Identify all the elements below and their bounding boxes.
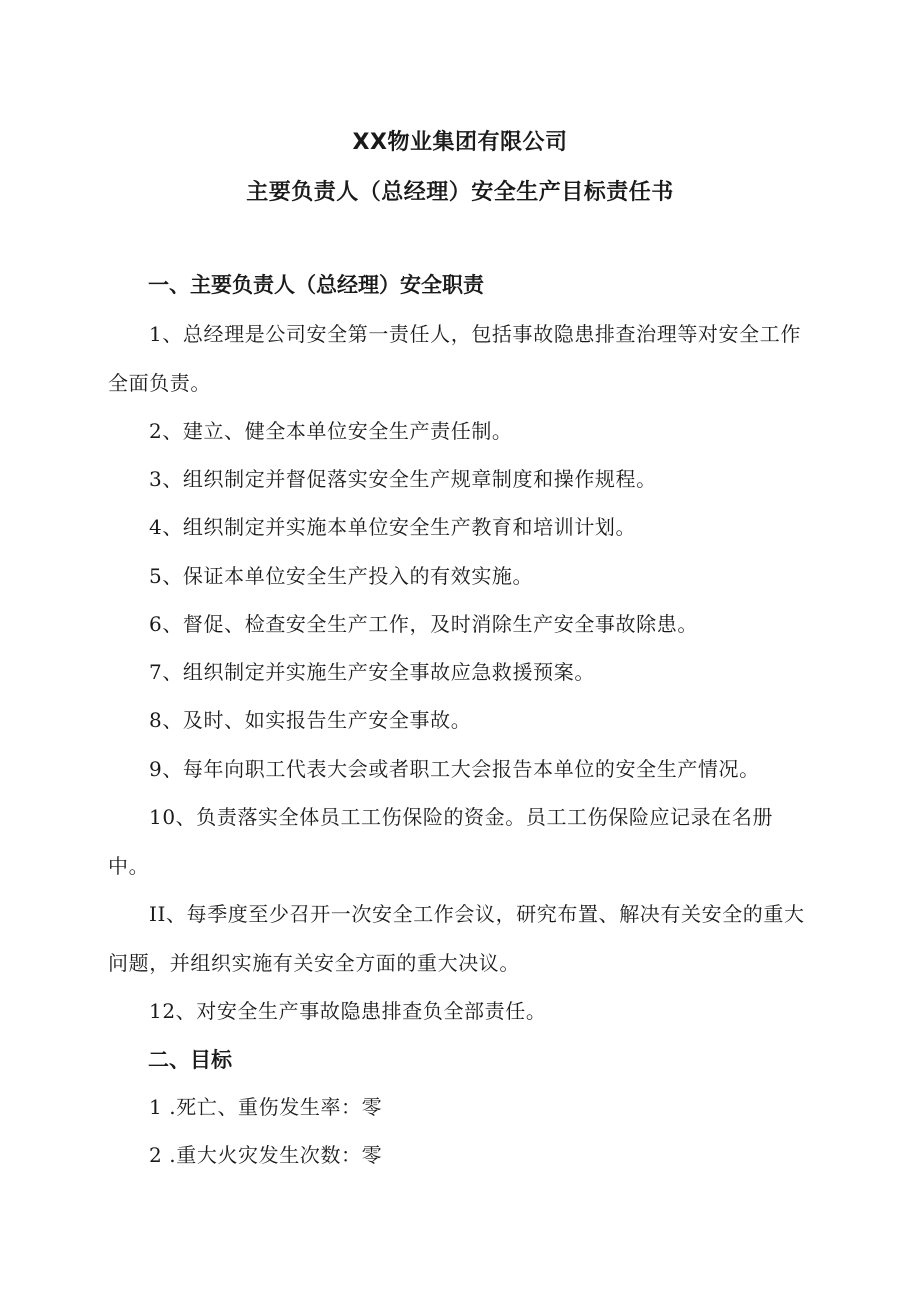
duty-item-9: 9、每年向职工代表大会或者职工大会报告本单位的安全生产情况。 bbox=[149, 757, 760, 781]
duty-item-6: 6、督促、检查安全生产工作，及时消除生产安全事故除患。 bbox=[149, 612, 698, 636]
duty-item-12: 12、对安全生产事故隐患排查负全部责任。 bbox=[149, 999, 547, 1023]
duty-item-8: 8、及时、如实报告生产安全事故。 bbox=[149, 708, 472, 732]
duty-item-4: 4、组织制定并实施本单位安全生产教育和培训计划。 bbox=[149, 515, 637, 539]
duty-item-10: 10、负责落实全体员工工伤保险的资金。员工工伤保险应记录在名册中。 bbox=[108, 805, 774, 878]
document-title: 主要负责人（总经理）安全生产目标责任书 bbox=[246, 180, 674, 205]
section-heading-duties: 一、主要负责人（总经理）安全职责 bbox=[148, 273, 484, 297]
duty-item-7: 7、组织制定并实施生产安全事故应急救援预案。 bbox=[149, 660, 595, 684]
section-heading-targets: 二、目标 bbox=[148, 1048, 232, 1072]
duty-item-2: 2、建立、健全本单位安全生产责任制。 bbox=[149, 419, 513, 443]
duty-item-11: II、每季度至少召开一次安全工作会议，研究布置、解决有关安全的重大问题，并组织实施有关安全方面的重大决议。 bbox=[108, 902, 805, 975]
target-item-2: 2 .重大火灾发生次数：零 bbox=[149, 1143, 383, 1167]
duty-item-3: 3、组织制定并督促落实安全生产规章制度和操作规程。 bbox=[149, 467, 657, 491]
duty-item-5: 5、保证本单位安全生产投入的有效实施。 bbox=[149, 564, 534, 588]
target-item-1: 1 .死亡、重伤发生率：零 bbox=[149, 1095, 383, 1119]
company-name: XX物业集团有限公司 bbox=[352, 130, 568, 155]
duty-item-1: 1、总经理是公司安全第一责任人，包括事故隐患排查治理等对安全工作全面负责。 bbox=[108, 322, 801, 395]
